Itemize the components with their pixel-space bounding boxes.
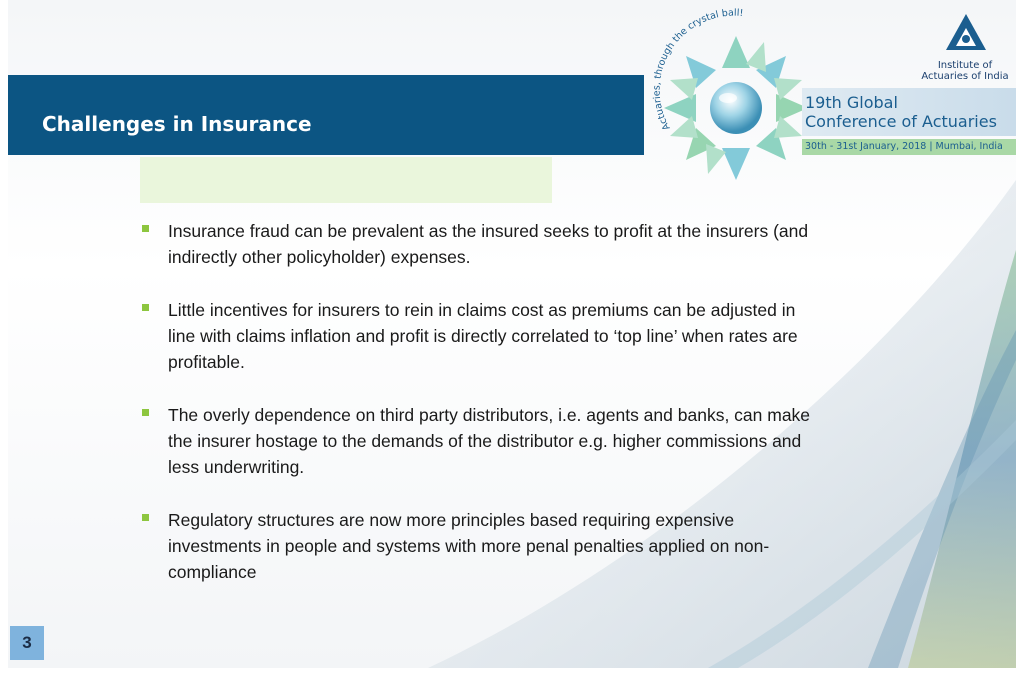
- bullet-item: [140, 402, 820, 480]
- bullet-text: Insurance fraud can be prevalent as the insured seeks to profit at the insurers (and indirectly other policyholder) expenses.: [168, 221, 809, 267]
- page-number: 3: [22, 633, 32, 652]
- bullet-list: [140, 218, 820, 612]
- square-bullet-icon: [142, 304, 149, 311]
- slide: [8, 0, 1016, 668]
- subtitle-placeholder-box: [140, 157, 552, 203]
- bullet-item: [140, 297, 820, 375]
- bullet-item: [140, 218, 820, 270]
- conference-title-line1: 19th Global: [805, 93, 898, 112]
- slide-title: Challenges in Insurance: [42, 112, 312, 136]
- bullet-text: Little incentives for insurers to rein in claims cost as premiums can be adjusted in line with claims inflation and profit is directly correlated to ‘top line’ when rates are profitable.: [168, 300, 798, 372]
- logo-text-line1: Institute of: [937, 60, 993, 71]
- conference-tagline: Actuaries, through the crystal ball!: [651, 7, 744, 132]
- square-bullet-icon: [142, 225, 149, 232]
- bullet-text: Regulatory structures are now more principles based requiring expensive investments in people and systems with more penal penalties applied on non-compliance: [168, 510, 770, 582]
- square-bullet-icon: [142, 409, 149, 416]
- page-number-box: [10, 626, 44, 660]
- logo-text-line2: Actuaries of India: [921, 71, 1009, 82]
- conference-date-location: 30th - 31st January, 2018 | Mumbai, India: [805, 141, 1003, 152]
- bullet-text: The overly dependence on third party distributors, i.e. agents and banks, can make the insurer hostage to the demands of the distributor e.g. higher commissions and less underwriting.: [168, 405, 811, 477]
- conference-title-line2: Conference of Actuaries: [805, 112, 997, 131]
- bullet-item: [140, 507, 820, 585]
- square-bullet-icon: [142, 514, 149, 521]
